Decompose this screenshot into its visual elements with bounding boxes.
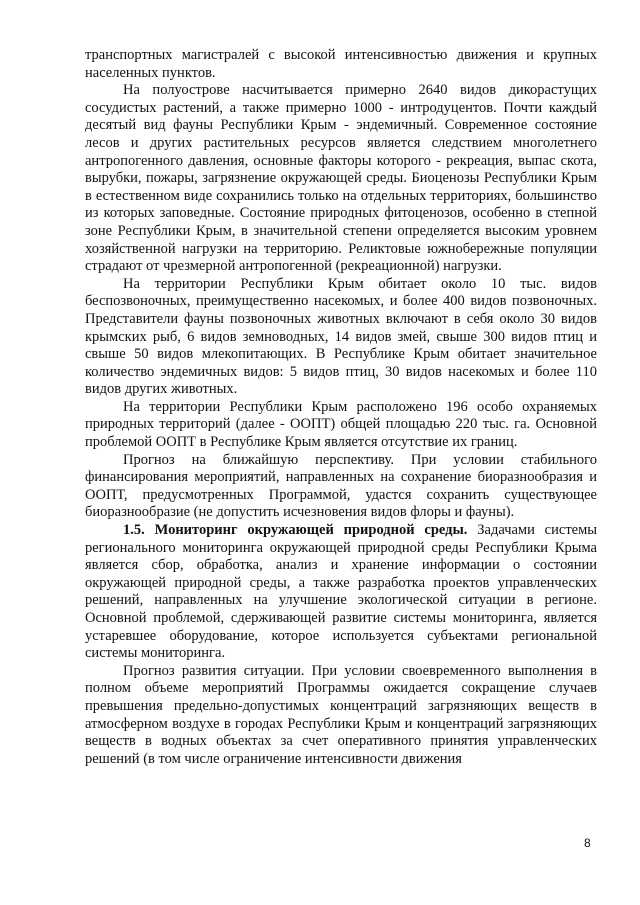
paragraph-protected-areas: На территории Республики Крым расположено 196 особо охраняемых природных территорий (далее - ООПТ) общей площадью 220 тыс. га. Основной проблемой ООПТ в Республике Крым является отсутствие их границ. [85, 398, 597, 451]
body-text [85, 47, 597, 768]
section-heading: 1.5. Мониторинг окружающей природной среды. [123, 522, 468, 539]
monitoring-text: Задачами системы регионального мониторинга окружающей природной среды Республики Крыма является сбор, обработка, анализ и хранение информации о состоянии окружающей природной среды, а также разработка проектов управленческих решений, направленных на улучшение экологической ситуации в регионе. Основной проблемой, сдерживающей развитие системы мониторинга, является устаревшее оборудование, которое используется субъектами региональной системы мониторинга. [85, 522, 598, 662]
paragraph-forecast-biodiversity: Прогноз на ближайшую перспективу. При условии стабильного финансирования мероприятий, направленных на сохранение биоразнообразия и ООПТ, предусмотренных Программой, удастся сохранить существующее биоразнообразие (не допустить исчезновения видов флоры и фауны). [85, 451, 597, 521]
paragraph-fauna: На территории Республики Крым обитает около 10 тыс. видов беспозвоночных, преимущественно насекомых, и более 400 видов позвоночных. Представители фауны позвоночных животных включают в себя около 30 видов крымских рыб, 6 видов земноводных, 14 видов змей, свыше 300 видов птиц и свыше 50 видов млекопитающих. В Республике Крым обитает значительное количество эндемичных видов: 5 видов птиц, 30 видов насекомых и более 110 видов других животных. [85, 275, 597, 398]
page-number: 8 [584, 836, 591, 850]
paragraph-monitoring [85, 522, 597, 663]
paragraph-continuation: транспортных магистралей с высокой интенсивностью движения и крупных населенных пунктов. [85, 47, 597, 81]
paragraph-flora: На полуострове насчитывается примерно 2640 видов дикорастущих сосудистых растений, а также примерно 1000 - интродуцентов. Почти каждый десятый вид фауны Республики Крым - эндемичный. Современное состояние лесов и других растительных ресурсов является следствием многолетнего антропогенного давления, основные факторы которого - рекреация, выпас скота, вырубки, пожары, загрязнение окружающей среды. Биоценозы Республики Крым в естественном виде сохранились только на отдельных территориях, большинство из которых заповедные. Состояние природных фитоценозов, особенно в степной зоне Республики Крым, в значительной степени определяется высоким уровнем хозяйственной нагрузки на территорию. Реликтовые южнобережные популяции страдают от чрезмерной антропогенной (рекреационной) нагрузки. [85, 82, 597, 275]
paragraph-forecast-situation: Прогноз развития ситуации. При условии своевременного выполнения в полном объеме мероприятий Программы ожидается сокращение случаев превышения предельно-допустимых концентраций загрязняющих веществ в атмосферном воздухе в городах Республики Крым и концентраций загрязняющих веществ в водных объектах за счет оперативного принятия управленческих решений (в том числе ограничение интенсивности движения [85, 662, 597, 767]
